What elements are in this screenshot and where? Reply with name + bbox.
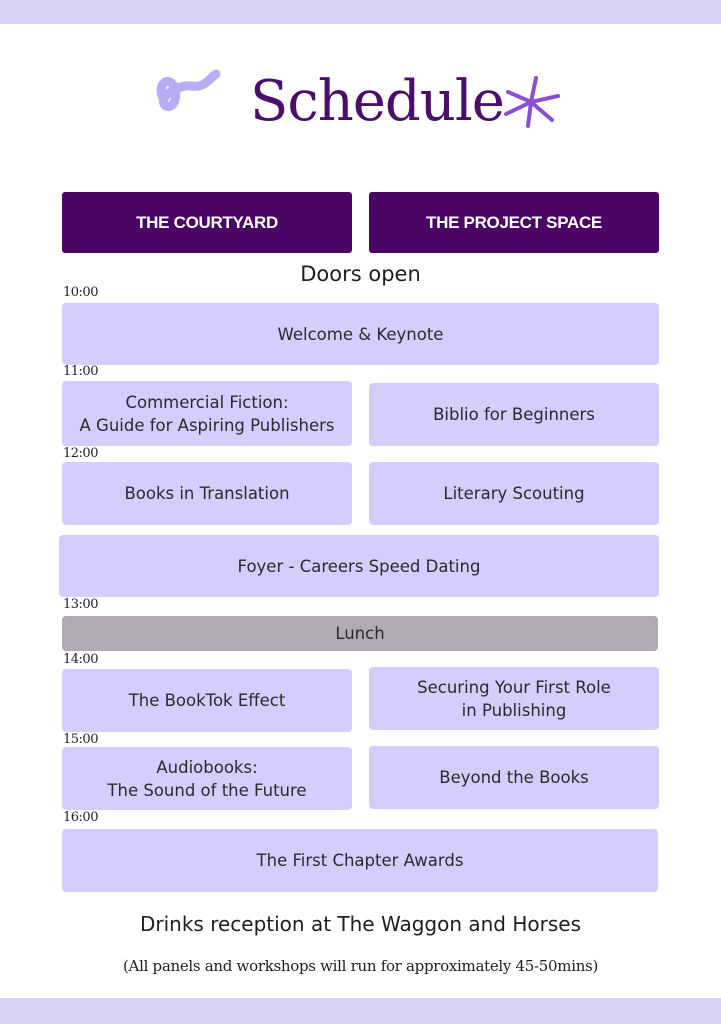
time-label: 14:00 — [63, 652, 98, 667]
session-label: Foyer - Careers Speed Dating — [237, 556, 481, 576]
session-lunch — [62, 616, 658, 651]
session-scouting — [369, 462, 659, 525]
session-label: Securing Your First Role in Publishing — [417, 677, 611, 720]
session-label: Beyond the Books — [439, 768, 589, 787]
squiggle-icon — [152, 66, 224, 118]
session-awards — [62, 829, 658, 892]
session-first-role — [369, 667, 659, 730]
session-label: Welcome & Keynote — [277, 324, 444, 344]
doors-open-text: Doors open — [300, 262, 421, 286]
page-title: Schedule — [250, 69, 504, 134]
star-icon — [500, 74, 562, 130]
session-beyond — [369, 746, 659, 809]
session-welcome — [62, 303, 659, 365]
session-foyer — [59, 535, 659, 597]
reception-text: Drinks reception at The Waggon and Horses — [139, 912, 581, 936]
top-band — [0, 0, 721, 24]
session-translation — [62, 462, 352, 525]
session-label: Audiobooks: The Sound of the Future — [107, 757, 307, 800]
footer-note: (All panels and workshops will run for approximately 45-50mins) — [122, 957, 599, 975]
session-label: Lunch — [335, 624, 385, 643]
session-label: The BookTok Effect — [128, 691, 286, 710]
time-label: 12:00 — [63, 446, 98, 461]
session-audiobooks — [62, 747, 352, 810]
time-label: 13:00 — [63, 597, 98, 612]
session-label: Literary Scouting — [443, 484, 585, 503]
column-header-project-space: THE PROJECT SPACE — [369, 192, 659, 253]
session-biblio — [369, 383, 659, 446]
session-label: The First Chapter Awards — [256, 851, 464, 870]
time-label: 15:00 — [63, 732, 98, 747]
time-label: 11:00 — [63, 364, 98, 379]
time-label: 10:00 — [63, 285, 98, 300]
session-label: Commercial Fiction: A Guide for Aspiring Publishers — [79, 392, 335, 435]
session-label: Books in Translation — [124, 484, 290, 503]
time-label: 16:00 — [63, 810, 98, 825]
session-label: Biblio for Beginners — [433, 405, 595, 424]
session-commercial-fiction — [62, 381, 352, 446]
bottom-band — [0, 998, 721, 1024]
session-booktok — [62, 669, 352, 732]
column-header-courtyard: THE COURTYARD — [62, 192, 352, 253]
